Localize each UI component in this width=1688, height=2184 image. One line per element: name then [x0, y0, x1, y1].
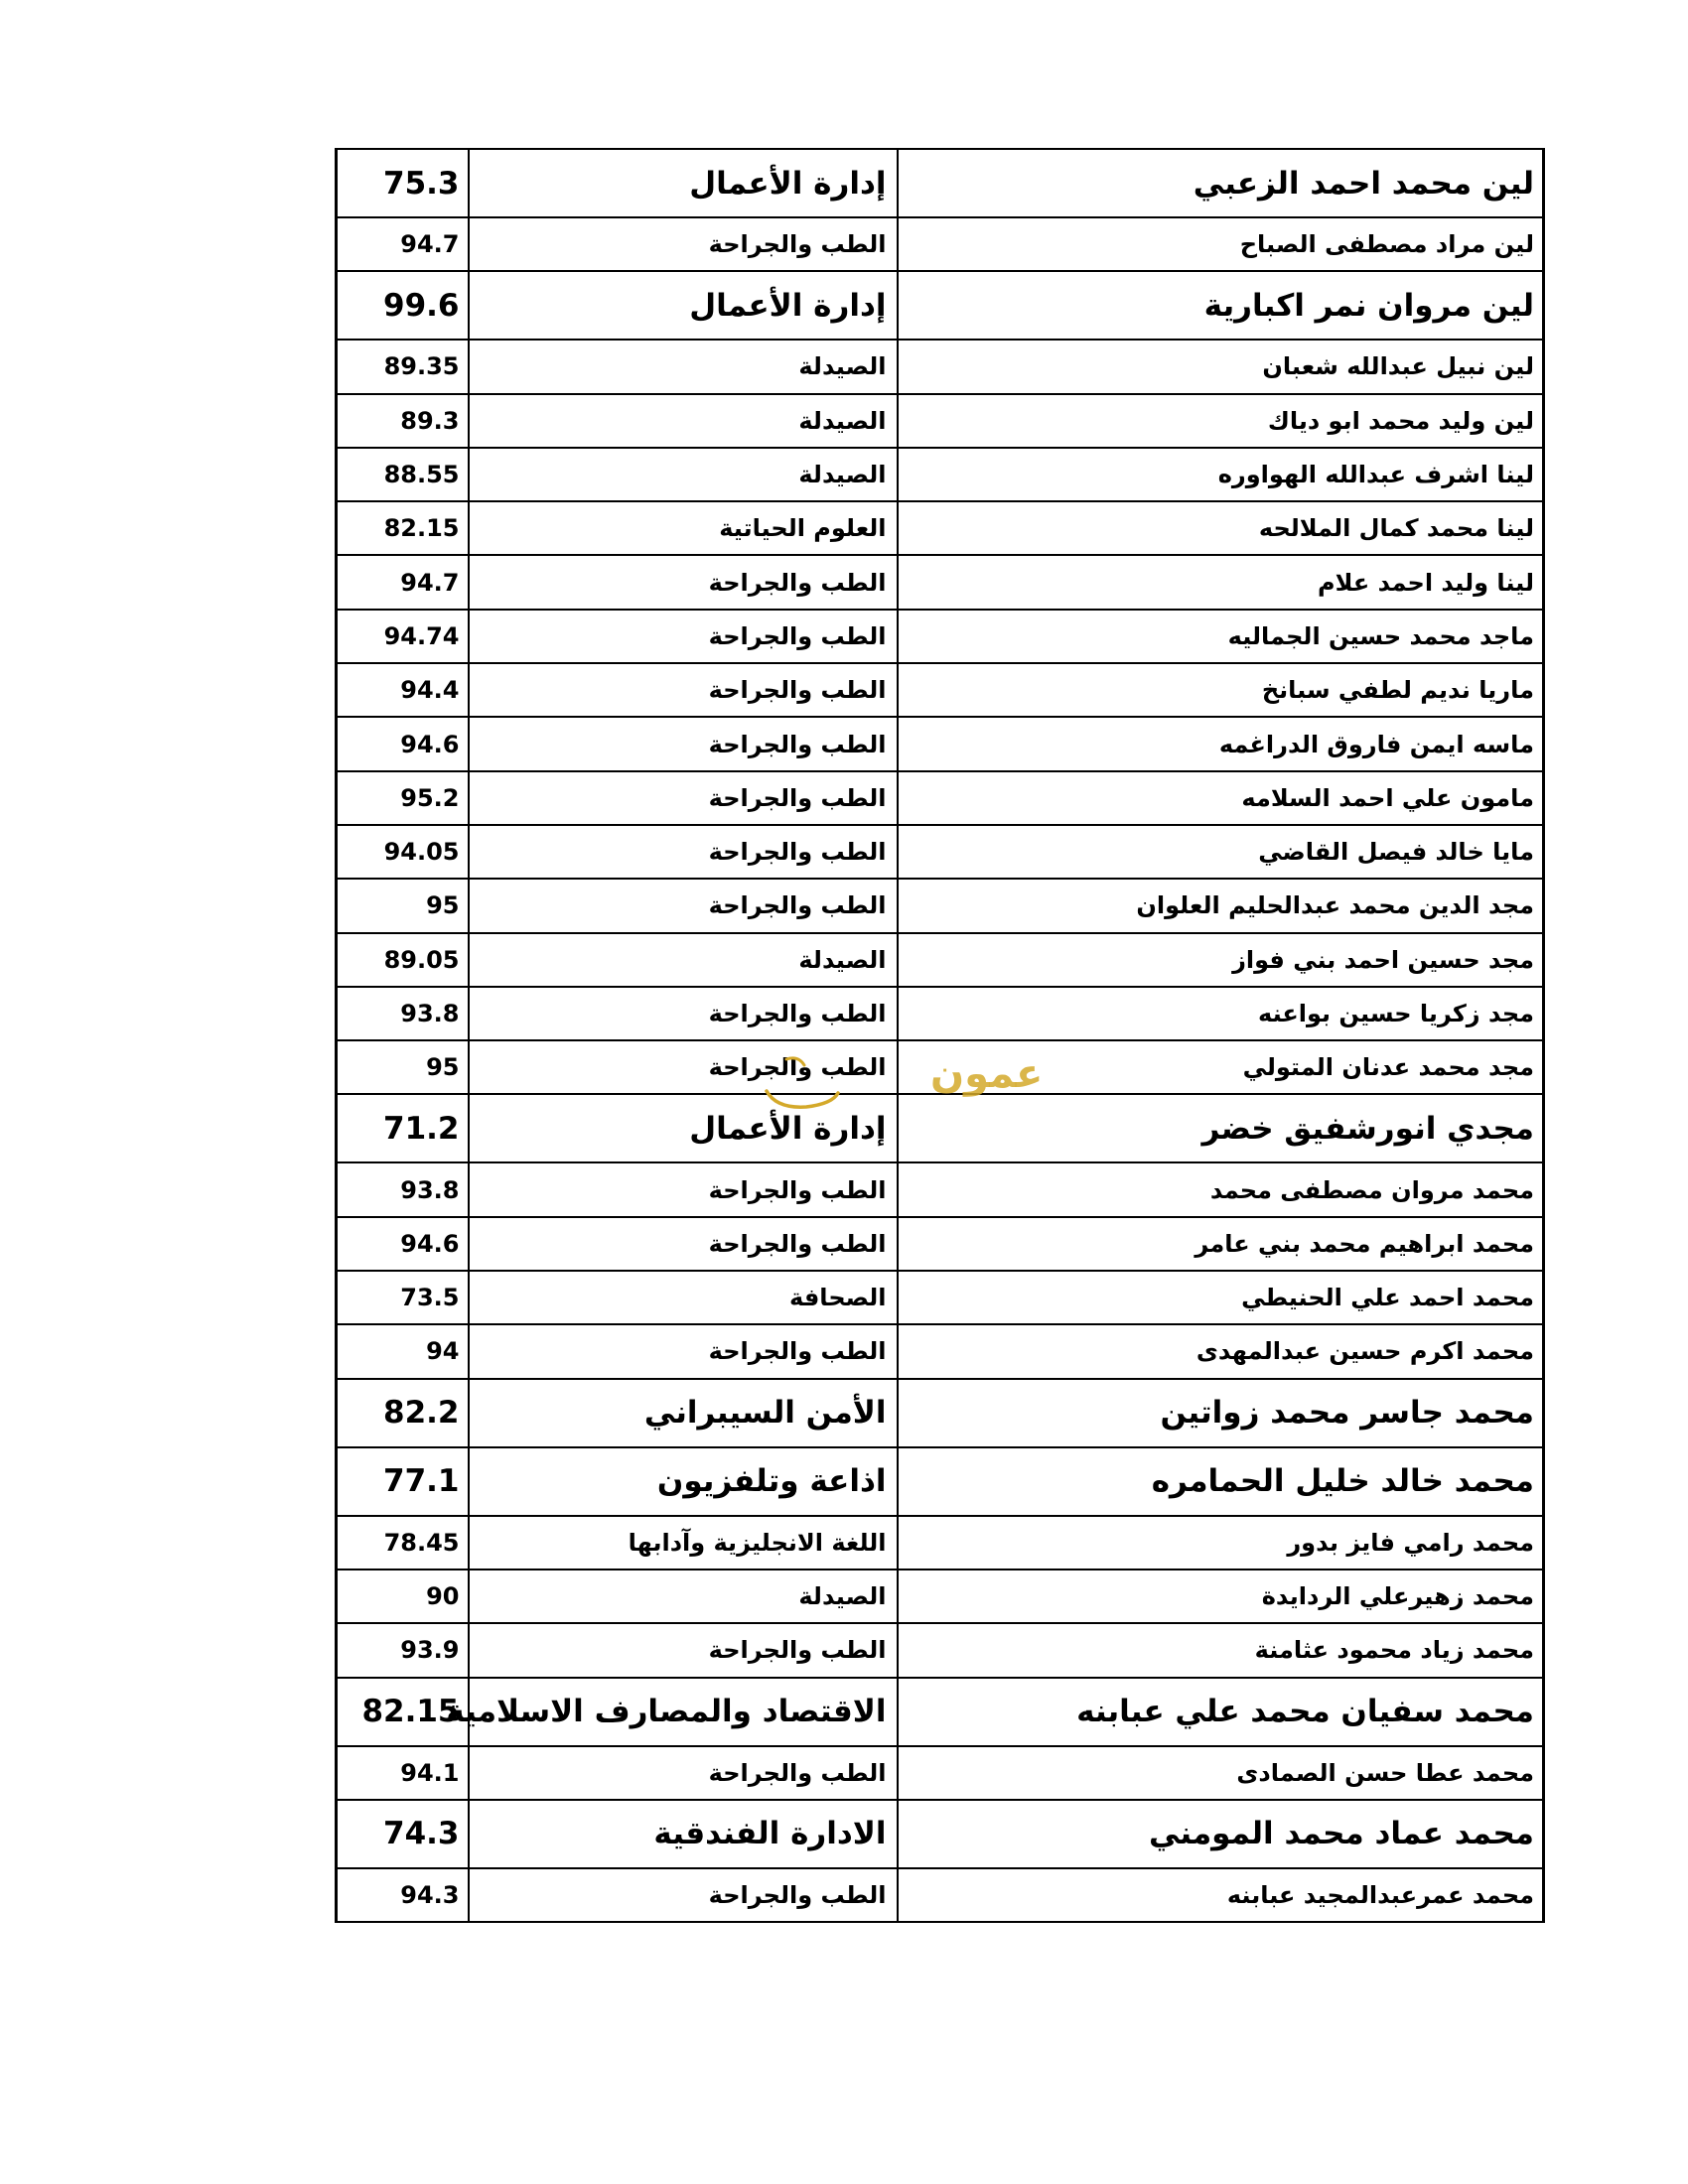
score-cell: 94.7: [337, 217, 469, 271]
table-row: [337, 1217, 1544, 1271]
major-cell: الأمن السيبراني: [469, 1379, 898, 1447]
major-cell: الطب والجراحة: [469, 1324, 898, 1378]
score-cell: 74.3: [337, 1800, 469, 1868]
major-cell: الصيدلة: [469, 1570, 898, 1623]
table-row: [337, 933, 1544, 987]
table-row: [337, 340, 1544, 393]
major-cell: الطب والجراحة: [469, 1868, 898, 1922]
student-name-cell: محمد زهيرعلي الردايدة: [898, 1570, 1544, 1623]
score-cell: 77.1: [337, 1447, 469, 1516]
table-row: [337, 1868, 1544, 1922]
student-name-cell: محمد عماد محمد المومني: [898, 1800, 1544, 1868]
score-cell: 94.3: [337, 1868, 469, 1922]
table-row: [337, 1570, 1544, 1623]
score-cell: 73.5: [337, 1271, 469, 1324]
table-row: [337, 1040, 1544, 1094]
score-cell: 82.15: [337, 1678, 469, 1746]
table-row: [337, 1271, 1544, 1324]
major-cell: إدارة الأعمال: [469, 1094, 898, 1162]
table-row: [337, 1746, 1544, 1800]
score-cell: 95: [337, 1040, 469, 1094]
table-row: [337, 1094, 1544, 1162]
major-cell: الطب والجراحة: [469, 1162, 898, 1216]
table-row: [337, 217, 1544, 271]
student-name-cell: محمد زياد محمود عثامنة: [898, 1623, 1544, 1677]
student-name-cell: محمد ابراهيم محمد بني عامر: [898, 1217, 1544, 1271]
student-name-cell: لين مروان نمر اكبارية: [898, 271, 1544, 340]
student-name-cell: لينا وليد احمد علام: [898, 555, 1544, 609]
table-row: [337, 610, 1544, 663]
score-cell: 78.45: [337, 1516, 469, 1570]
score-cell: 94.1: [337, 1746, 469, 1800]
results-table: [335, 148, 1545, 1923]
table-row: [337, 1324, 1544, 1378]
table-row: [337, 771, 1544, 825]
score-cell: 94: [337, 1324, 469, 1378]
table-row: [337, 879, 1544, 932]
student-name-cell: مامون علي احمد السلامه: [898, 771, 1544, 825]
student-name-cell: محمد رامي فايز بدور: [898, 1516, 1544, 1570]
student-name-cell: لينا محمد كمال الملالحه: [898, 501, 1544, 555]
table-row: [337, 555, 1544, 609]
major-cell: الاقتصاد والمصارف الاسلامية: [469, 1678, 898, 1746]
major-cell: الطب والجراحة: [469, 1040, 898, 1094]
score-cell: 82.15: [337, 501, 469, 555]
student-name-cell: محمد خالد خليل الحمامره: [898, 1447, 1544, 1516]
student-name-cell: ماريا نديم لطفي سبانخ: [898, 663, 1544, 717]
table-row: [337, 271, 1544, 340]
major-cell: الطب والجراحة: [469, 879, 898, 932]
major-cell: إدارة الأعمال: [469, 149, 898, 217]
score-cell: 94.6: [337, 1217, 469, 1271]
student-name-cell: محمد سفيان محمد علي عبابنه: [898, 1678, 1544, 1746]
score-cell: 95.2: [337, 771, 469, 825]
student-name-cell: محمد جاسر محمد زواتين: [898, 1379, 1544, 1447]
table-row: [337, 825, 1544, 879]
table-row: [337, 1623, 1544, 1677]
major-cell: الطب والجراحة: [469, 1217, 898, 1271]
student-name-cell: ماجد محمد حسين الجماليه: [898, 610, 1544, 663]
table-row: [337, 1162, 1544, 1216]
major-cell: اذاعة وتلفزيون: [469, 1447, 898, 1516]
student-name-cell: لين وليد محمد ابو دياك: [898, 394, 1544, 448]
student-name-cell: مجد الدين محمد عبدالحليم العلوان: [898, 879, 1544, 932]
major-cell: الصيدلة: [469, 448, 898, 501]
table-row: [337, 394, 1544, 448]
watermark-text: عمون: [930, 1051, 1044, 1097]
major-cell: الطب والجراحة: [469, 663, 898, 717]
table-row: [337, 149, 1544, 217]
major-cell: الطب والجراحة: [469, 1746, 898, 1800]
student-name-cell: محمد اكرم حسين عبدالمهدى: [898, 1324, 1544, 1378]
student-name-cell: لين نبيل عبدالله شعبان: [898, 340, 1544, 393]
score-cell: 94.4: [337, 663, 469, 717]
major-cell: الطب والجراحة: [469, 217, 898, 271]
score-cell: 89.3: [337, 394, 469, 448]
score-cell: 71.2: [337, 1094, 469, 1162]
table-row: [337, 448, 1544, 501]
student-name-cell: لين محمد احمد الزعبي: [898, 149, 1544, 217]
student-name-cell: لين مراد مصطفى الصباح: [898, 217, 1544, 271]
table-row: [337, 987, 1544, 1040]
major-cell: الطب والجراحة: [469, 987, 898, 1040]
score-cell: 94.74: [337, 610, 469, 663]
score-cell: 90: [337, 1570, 469, 1623]
results-table-body: [337, 149, 1544, 1922]
score-cell: 94.7: [337, 555, 469, 609]
score-cell: 93.8: [337, 1162, 469, 1216]
student-name-cell: مجد محمد عدنان المتولي: [898, 1040, 1544, 1094]
major-cell: الصيدلة: [469, 394, 898, 448]
score-cell: 95: [337, 879, 469, 932]
table-row: [337, 663, 1544, 717]
major-cell: الطب والجراحة: [469, 555, 898, 609]
major-cell: الادارة الفندقية: [469, 1800, 898, 1868]
major-cell: الطب والجراحة: [469, 1623, 898, 1677]
major-cell: الصحافة: [469, 1271, 898, 1324]
major-cell: الطب والجراحة: [469, 771, 898, 825]
table-row: [337, 1379, 1544, 1447]
major-cell: الطب والجراحة: [469, 717, 898, 770]
score-cell: 94.6: [337, 717, 469, 770]
student-name-cell: لينا اشرف عبدالله الهواوره: [898, 448, 1544, 501]
score-cell: 93.9: [337, 1623, 469, 1677]
major-cell: الصيدلة: [469, 933, 898, 987]
score-cell: 82.2: [337, 1379, 469, 1447]
student-name-cell: مايا خالد فيصل القاضي: [898, 825, 1544, 879]
major-cell: اللغة الانجليزية وآدابها: [469, 1516, 898, 1570]
student-name-cell: مجد زكريا حسين بواعنه: [898, 987, 1544, 1040]
score-cell: 89.35: [337, 340, 469, 393]
score-cell: 75.3: [337, 149, 469, 217]
student-name-cell: محمد مروان مصطفى محمد: [898, 1162, 1544, 1216]
student-name-cell: محمد عطا حسن الصمادى: [898, 1746, 1544, 1800]
score-cell: 89.05: [337, 933, 469, 987]
table-row: [337, 1516, 1544, 1570]
score-cell: 94.05: [337, 825, 469, 879]
student-name-cell: مجدي انورشفيق خضر: [898, 1094, 1544, 1162]
table-row: [337, 1678, 1544, 1746]
student-name-cell: مجد حسين احمد بني فواز: [898, 933, 1544, 987]
score-cell: 93.8: [337, 987, 469, 1040]
major-cell: إدارة الأعمال: [469, 271, 898, 340]
major-cell: الطب والجراحة: [469, 825, 898, 879]
student-name-cell: محمد احمد علي الحنيطي: [898, 1271, 1544, 1324]
table-row: [337, 1447, 1544, 1516]
score-cell: 99.6: [337, 271, 469, 340]
table-row: [337, 717, 1544, 770]
major-cell: العلوم الحياتية: [469, 501, 898, 555]
score-cell: 88.55: [337, 448, 469, 501]
student-name-cell: محمد عمرعبدالمجيد عبابنه: [898, 1868, 1544, 1922]
major-cell: الصيدلة: [469, 340, 898, 393]
table-row: [337, 501, 1544, 555]
table-row: [337, 1800, 1544, 1868]
major-cell: الطب والجراحة: [469, 610, 898, 663]
student-name-cell: ماسه ايمن فاروق الدراغمه: [898, 717, 1544, 770]
